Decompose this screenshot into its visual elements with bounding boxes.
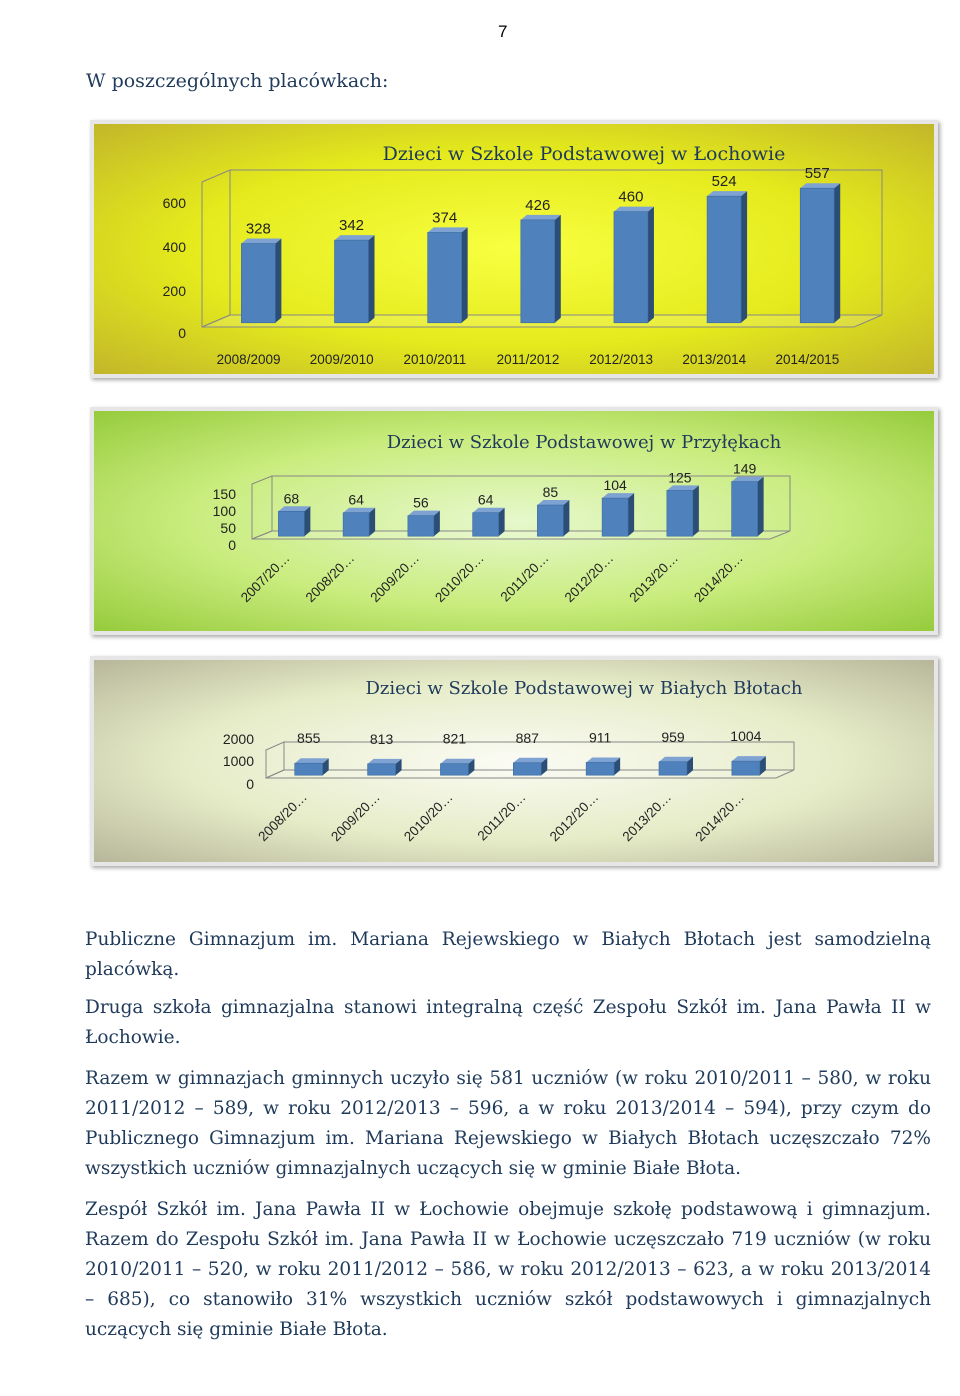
bar [473,508,505,536]
bar [602,493,634,536]
bar [408,511,440,537]
y-tick-label: 0 [246,776,254,792]
x-tick-label: 2012/2013 [589,352,654,367]
x-tick-label: 2009/20… [367,550,422,606]
data-label: 125 [668,469,692,486]
chart-przylek [90,407,938,635]
bar [521,215,561,323]
bar [513,758,547,775]
x-tick-label: 2009/2010 [309,352,374,367]
y-tick-label: 2000 [222,731,254,747]
bar [659,757,693,775]
paragraph-gimnazjum-status: Publiczne Gimnazjum im. Mariana Rejewskiego w Białych Błotach jest samodzielną placówką. [85,929,931,980]
data-label: 328 [245,220,271,238]
data-label: 813 [369,730,394,747]
page-number: 7 [498,22,508,41]
bar [368,759,402,775]
x-tick-label: 2010/2011 [403,352,467,367]
x-tick-label: 2007/20… [237,550,293,606]
x-tick-label: 2008/20… [255,789,310,845]
data-label: 911 [588,729,612,746]
bar [707,191,747,323]
paragraph-second-school: Druga szkoła gimnazjalna stanowi integralną część Zespołu Szkół im. Jana Pawła II w Łochowie. [85,997,931,1048]
chart-svg [94,411,934,631]
data-label: 855 [297,730,321,747]
x-tick-label: 2013/20… [626,550,681,606]
y-tick-label: 200 [162,283,186,299]
data-label: 64 [348,491,364,508]
bar [614,207,654,323]
chart-side-wall [202,170,230,327]
data-label: 524 [711,173,737,191]
chart-side-wall [252,476,272,539]
data-label: 104 [603,477,627,494]
data-label: 460 [618,188,644,206]
chart-lochowo [90,120,938,378]
bar [278,506,310,536]
bar [732,477,764,537]
data-label: 85 [542,484,559,501]
data-label: 887 [515,729,539,746]
data-label: 149 [732,460,757,477]
chart-svg [94,124,934,374]
bar [586,757,620,775]
y-tick-label: 600 [162,195,186,211]
bar [343,508,375,536]
bar [335,235,375,323]
y-tick-label: 150 [212,486,236,502]
data-label: 342 [338,217,365,235]
x-tick-label: 2013/20… [619,789,675,845]
bar [440,759,474,775]
x-tick-label: 2011/2012 [496,352,560,367]
y-tick-label: 0 [228,537,236,553]
chart-title: Dzieci w Szkole Podstawowej w Łochowie [382,143,786,165]
y-tick-label: 50 [220,520,236,536]
bar [295,758,329,775]
x-tick-label: 2012/20… [546,789,602,845]
x-tick-label: 2008/2009 [216,352,281,367]
bar [732,756,766,775]
chart-floor [252,531,790,539]
y-tick-label: 1000 [222,753,254,769]
data-label: 821 [442,730,467,747]
data-label: 374 [432,209,458,227]
x-tick-label: 2008/20… [302,550,358,606]
chart-title: Dzieci w Szkole Podstawowej w Przyłękach [386,432,782,453]
x-tick-label: 2012/20… [561,550,617,606]
bar [241,239,281,323]
data-label: 1004 [730,728,762,745]
x-tick-label: 2014/2015 [775,352,840,367]
paragraph-gimnazjum-totals: Razem w gimnazjach gminnych uczyło się 581 uczniów (w roku 2010/2011 – 580, w roku 2011/2012 – 589, w roku 2012/2013 – 596, a w roku 2013/2014 – 594), przy czym do Publicznego Gimnazjum im. Mariana Rejewskiego w Białych Błotach uczęszczało 72% wszystkich uczniów gimnazjalnych uczących się w gminie Białe Błota. [85,1068,931,1179]
paragraph-zespol-szkol: Zespół Szkół im. Jana Pawła II w Łochowie obejmuje szkołę podstawową i gimnazjum. Razem do Zespołu Szkół im. Jana Pawła II w Łochowie uczęszczało 719 uczniów (w roku 2010/2011 – 520, w roku 2011/2012 – 586, w roku 2012/2013 – 623, a w roku 2013/2014 – 685), co stanowiło 31% wszystkich uczniów szkół podstawowych i gimnazjalnych uczących się gminie Białe Błota. [85,1199,931,1340]
x-tick-label: 2014/20… [691,550,746,606]
data-label: 959 [661,728,685,745]
x-tick-label: 2010/20… [400,789,456,845]
chart-biale-bloto [90,656,938,866]
x-tick-label: 2009/20… [328,789,383,845]
data-label: 557 [804,165,830,183]
section-intro: W poszczególnych placówkach: [86,70,389,92]
x-tick-label: 2013/2014 [682,352,747,367]
y-tick-label: 100 [212,503,236,519]
data-label: 56 [413,494,429,511]
data-label: 68 [283,490,300,507]
y-tick-label: 0 [178,325,186,341]
bar [667,485,699,536]
x-tick-label: 2010/20… [432,550,487,606]
x-tick-label: 2011/20… [474,789,529,844]
chart-title: Dzieci w Szkole Podstawowej w Białych Błotach [365,678,803,699]
bar [537,500,569,536]
x-tick-label: 2011/20… [497,550,552,605]
bar [800,183,840,323]
data-label: 426 [525,196,551,214]
x-tick-label: 2014/20… [692,789,748,845]
data-label: 64 [477,491,494,508]
chart-svg [94,660,934,862]
y-tick-label: 400 [162,239,186,255]
bar [428,227,468,322]
